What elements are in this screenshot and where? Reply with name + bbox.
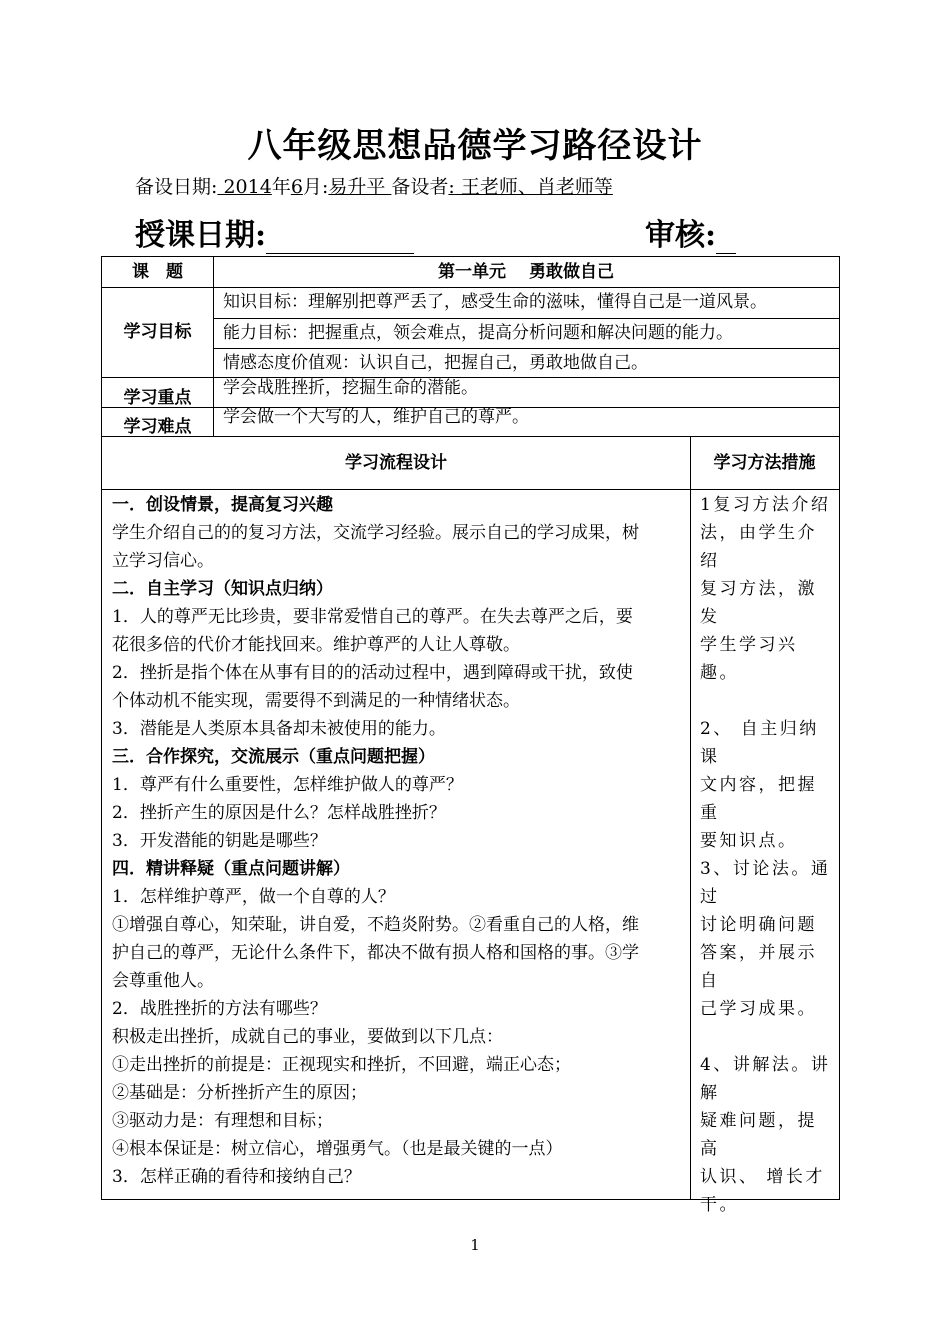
year-value: 2014: [217, 176, 272, 198]
objective-knowledge: 知识目标：理解别把尊严丢了，感受生命的滋味，懂得自己是一道风景。: [223, 292, 767, 312]
flow-line: 3．潜能是人类原本具备却未被使用的能力。: [112, 719, 446, 739]
main-designer-value: 易升平: [328, 176, 392, 198]
date-label: 备设日期:: [135, 176, 218, 198]
flow-line: ①走出挫折的前提是：正视现实和挫折，不回避，端正心态；: [112, 1055, 571, 1075]
flow-line: 护自己的尊严，无论什么条件下，都决不做有损人格和国格的事。③学: [112, 943, 639, 963]
method-line: 学生学习兴趣。: [700, 635, 798, 683]
method-line: 4、讲解法。讲解: [700, 1055, 831, 1103]
flow-line: 会尊重他人。: [112, 971, 214, 991]
co-designer-value: 王老师、肖老师等: [454, 176, 613, 198]
method-line: 3、讨论法。通过: [700, 859, 831, 907]
flow-line: 学生介绍自己的的复习方法，交流学习经验。展示自己的学习成果，树: [112, 523, 639, 543]
flow-line: 1．怎样维护尊严，做一个自尊的人？: [112, 887, 395, 907]
flow-line: 积极走出挫折，成就自己的事业，要做到以下几点：: [112, 1027, 503, 1047]
teach-date-line: [135, 210, 414, 254]
method-line: 文内容，把握重: [700, 775, 817, 823]
col-divider: [690, 436, 691, 1199]
method-line: 要知识点。: [700, 831, 798, 851]
difficulty-value: 学会做一个大写的人，维护自己的尊严。: [223, 407, 529, 427]
page-number: 1: [470, 1236, 480, 1254]
method-line: 2、 自主归纳课: [700, 719, 819, 767]
co-designer-colon: :: [448, 176, 455, 198]
meta-line: [135, 172, 613, 199]
flow-section-heading: 三．合作探究，交流展示（重点问题把握）: [112, 747, 435, 767]
teach-date-blank: [266, 223, 414, 254]
method-line: 疑难问题，提高: [700, 1111, 817, 1159]
flow-line: 3．开发潜能的钥匙是哪些？: [112, 831, 327, 851]
method-line: 认识、 增长才: [700, 1167, 825, 1187]
key-value: 学会战胜挫折，挖掘生命的潜能。: [223, 378, 478, 398]
lesson-table: [101, 256, 840, 1215]
month-unit: 月: [302, 176, 322, 198]
flow-line: 2．挫折是指个体在从事有目的的活动过程中，遇到障碍或干扰，致使: [112, 663, 633, 683]
flow-line: 个体动机不能实现，需要得不到满足的一种情绪状态。: [112, 691, 520, 711]
flow-line: 2．战胜挫折的方法有哪些？: [112, 999, 327, 1019]
flow-line: ④根本保证是：树立信心，增强勇气。（也是最关键的一点）: [112, 1139, 563, 1159]
objective-ability: 能力目标：把握重点，领会难点，提高分析问题和解决问题的能力。: [223, 323, 733, 343]
flow-content: [112, 491, 688, 1191]
flow-section-heading: 四．精讲释疑（重点问题讲解）: [112, 859, 350, 879]
review-line: [645, 210, 736, 254]
method-line: 1复习方法介绍: [700, 495, 831, 515]
method-header: 学习方法措施: [713, 452, 816, 473]
flow-line: ①增强自尊心，知荣耻，讲自爱，不趋炎附势。②看重自己的人格，维: [112, 915, 639, 935]
objectives-label: 学习目标: [123, 322, 192, 342]
flow-line: ③驱动力是：有理想和目标；: [112, 1111, 333, 1131]
method-line: [700, 1023, 836, 1051]
flow-section-heading: 二．自主学习（知识点归纳）: [112, 579, 333, 599]
key-label: 学习重点: [123, 388, 192, 408]
difficulty-label: 学习难点: [123, 416, 192, 437]
topic-value: 第一单元 勇敢做自己: [438, 262, 614, 282]
objective-attitude: 情感态度价值观：认识自己，把握自己，勇敢地做自己。: [223, 353, 648, 373]
flow-header: 学习流程设计: [345, 452, 447, 473]
review-label: 审核:: [645, 218, 717, 253]
flow-line: 花很多倍的代价才能找回来。维护尊严的人让人尊敬。: [112, 635, 520, 655]
teach-date-label: 授课日期:: [135, 218, 267, 253]
method-line: 复习方法，激发: [700, 579, 817, 627]
topic-label: 课 题: [132, 262, 183, 282]
year-unit: 年: [271, 176, 291, 198]
flow-line: 立学习信心。: [112, 551, 214, 571]
method-line: 答案，并展示自: [700, 943, 817, 991]
month-value: 6: [290, 176, 303, 198]
document-title: 八年级思想品德学习路径设计: [247, 126, 703, 166]
flow-line: 2．挫折产生的原因是什么？怎样战胜挫折？: [112, 803, 446, 823]
flow-line: ②基础是：分析挫折产生的原因；: [112, 1083, 367, 1103]
main-designer-colon: :: [321, 176, 329, 198]
method-content: [700, 491, 836, 1219]
flow-section-heading: 一．创设情景，提高复习兴趣: [112, 495, 333, 515]
co-designer-label: 备设者: [391, 176, 449, 198]
method-line: 干。: [700, 1195, 739, 1215]
flow-line: 3．怎样正确的看待和接纳自己？: [112, 1167, 361, 1187]
method-line: 法，由学生介绍: [700, 523, 817, 571]
method-line: 己学习成果。: [700, 999, 817, 1019]
flow-line: 1．人的尊严无比珍贵，要非常爱惜自己的尊严。在失去尊严之后，要: [112, 607, 633, 627]
row-divider: [102, 489, 839, 490]
flow-line: 1．尊严有什么重要性，怎样维护做人的尊严？: [112, 775, 463, 795]
review-blank: [716, 223, 736, 254]
method-line: 讨论明确问题: [700, 915, 817, 935]
method-line: [700, 687, 836, 715]
